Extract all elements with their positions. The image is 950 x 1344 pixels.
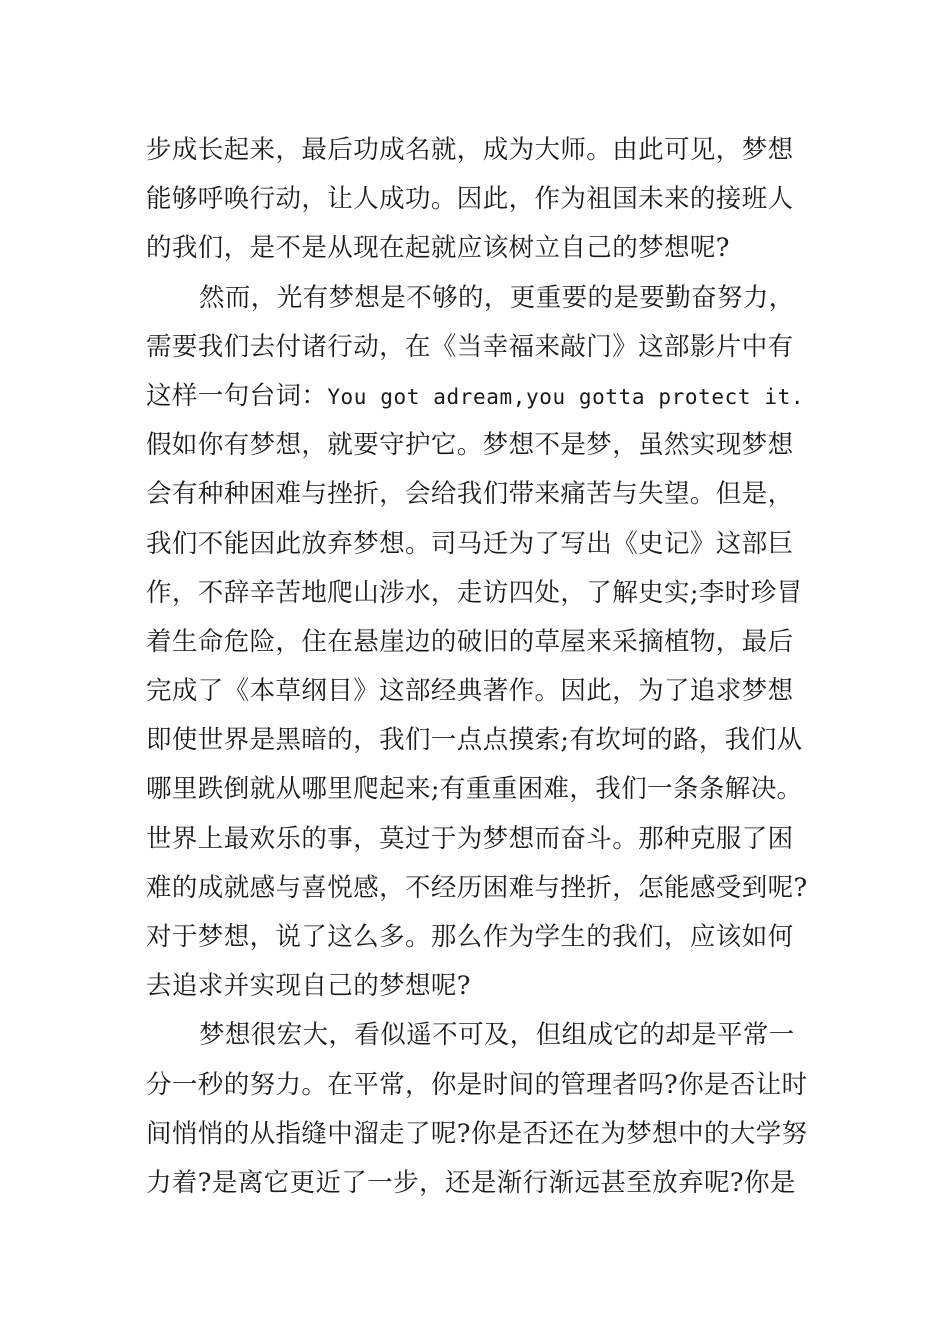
- english-quote: You got adream,you gotta protect it.: [327, 384, 805, 409]
- text-line: 去追求并实现自己的梦想呢?: [146, 971, 471, 1002]
- text-line: 难的成就感与喜悦感，不经历困难与挫折，怎能感受到呢?: [146, 872, 808, 903]
- text-line: 世界上最欢乐的事，莫过于为梦想而奋斗。那种克服了困: [146, 823, 794, 854]
- text-line: 间悄悄的从指缝中溜走了呢?你是否还在为梦想中的大学努: [146, 1118, 808, 1149]
- paragraph-start-line: 然而，光有梦想是不够的，更重要的是要勤奋努力，: [199, 282, 795, 313]
- text-line: 分一秒的努力。在平常，你是时间的管理者吗?你是否让时: [146, 1069, 808, 1100]
- text-line: 步成长起来，最后功成名就，成为大师。由此可见，梦想: [146, 135, 794, 165]
- quote-intro: 这样一句台词：: [146, 380, 328, 411]
- text-line: 完成了《本草纲目》这部经典著作。因此，为了追求梦想: [146, 676, 794, 707]
- text-line: 力着?是离它更近了一步，还是渐行渐远甚至放弃呢?你是: [146, 1167, 796, 1198]
- text-line: 哪里跌倒就从哪里爬起来;有重重困难，我们一条条解决。: [146, 774, 803, 805]
- body-text: [146, 126, 806, 1208]
- text-line: 我们不能因此放弃梦想。司马迁为了写出《史记》这部巨: [146, 528, 794, 559]
- text-line: 即使世界是黑暗的，我们一点点摸索;有坎坷的路，我们从: [146, 725, 803, 756]
- paragraph-start-line: 梦想很宏大，看似遥不可及，但组成它的却是平常一: [199, 1020, 795, 1051]
- text-line: 对于梦想，说了这么多。那么作为学生的我们，应该如何: [146, 922, 794, 952]
- text-line: 假如你有梦想，就要守护它。梦想不是梦，虽然实现梦想: [146, 430, 794, 461]
- text-line: 作，不辞辛苦地爬山涉水，走访四处，了解史实;李时珍冒: [146, 577, 803, 608]
- text-line-with-quote: [146, 372, 806, 421]
- text-line: 会有种种困难与挫折，会给我们带来痛苦与失望。但是，: [146, 479, 794, 510]
- text-line: 着生命危险，住在悬崖边的破旧的草屋来采摘植物，最后: [146, 626, 794, 657]
- text-line: 的我们，是不是从现在起就应该树立自己的梦想呢?: [146, 233, 730, 264]
- text-line: 需要我们去付诸行动，在《当幸福来敲门》这部影片中有: [146, 331, 794, 362]
- text-line: 能够呼唤行动，让人成功。因此，作为祖国未来的接班人: [146, 184, 794, 215]
